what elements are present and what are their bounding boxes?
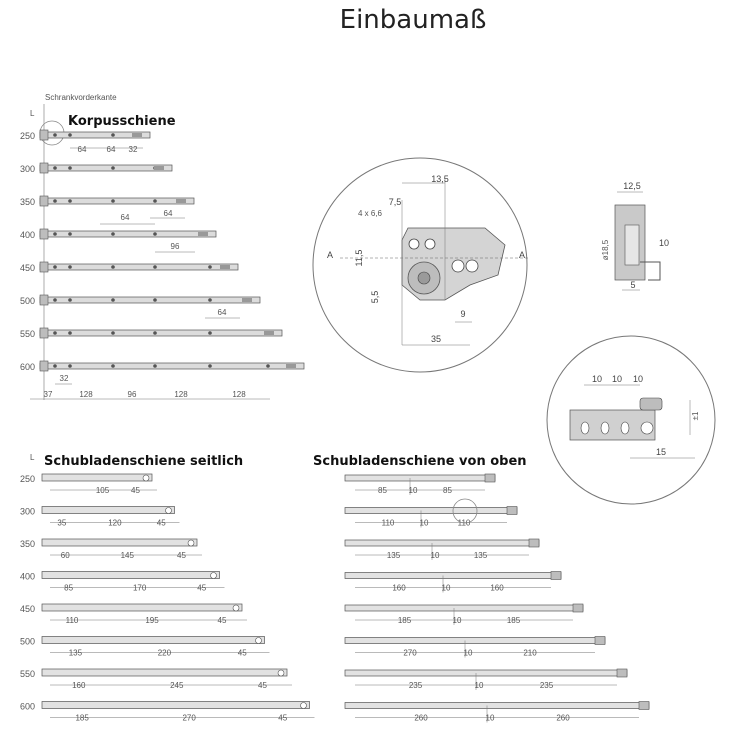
- section-mark-right: A: [518, 250, 526, 260]
- rail-hole: [153, 199, 157, 203]
- rail-end-slot: [220, 265, 230, 269]
- top-rail: [345, 703, 649, 709]
- korpus-rail: [40, 297, 260, 303]
- dim-text: 10: [632, 374, 644, 384]
- rail-end-slot: [176, 199, 186, 203]
- rail-roller: [143, 475, 149, 481]
- dim-text: 4 x 6,6: [357, 209, 383, 218]
- dim-text: 9: [460, 309, 466, 319]
- side-rail: [42, 604, 242, 611]
- dim-text: 32: [128, 145, 138, 154]
- dim-text: 85: [443, 486, 452, 495]
- rail-hole: [53, 298, 57, 302]
- oben-header: Schubladenschiene von oben: [313, 454, 527, 469]
- dim-text: 210: [523, 648, 537, 658]
- dim-text: 195: [145, 616, 159, 625]
- rail-hole: [68, 331, 72, 335]
- dim-text: 5,5: [370, 290, 380, 304]
- dim-text: 15: [655, 447, 667, 457]
- korpus-dimensions: [30, 145, 270, 399]
- rail-hole: [153, 265, 157, 269]
- dim-text: 64: [77, 145, 87, 154]
- dim-text: 135: [473, 551, 488, 560]
- dim-text: 170: [132, 583, 147, 593]
- len-symbol: L: [30, 109, 35, 118]
- rail-end-cap: [573, 604, 583, 612]
- rail-hole: [266, 364, 270, 368]
- korpus-rail: [40, 165, 172, 171]
- dim-text: 45: [258, 681, 267, 690]
- dim-text: 260: [414, 713, 428, 723]
- rail-length-label: 550: [20, 329, 36, 339]
- rail-end-cap: [639, 702, 649, 710]
- dim-text: 110: [65, 616, 79, 625]
- rail-hole: [68, 298, 72, 302]
- rail-end-cap: [617, 669, 627, 677]
- rail-front-bracket: [40, 262, 48, 272]
- rail-end-slot: [154, 166, 164, 170]
- dim-text: 12,5: [623, 181, 641, 191]
- dim-text: 45: [177, 551, 186, 560]
- dim-text: 145: [120, 551, 134, 560]
- rail-front-bracket: [40, 130, 48, 140]
- rail-hole: [111, 265, 115, 269]
- dim-text: 11,5: [354, 249, 364, 267]
- korpus-rail: [40, 363, 304, 369]
- dim-text: 85: [378, 486, 387, 495]
- rail-roller: [301, 703, 307, 709]
- rail-hole: [53, 166, 57, 170]
- dim-text: 37: [43, 390, 53, 399]
- dim-text: 270: [403, 648, 417, 658]
- rail-roller: [233, 605, 239, 611]
- rail-front-bracket: [40, 196, 48, 206]
- rail-end-cap: [507, 507, 517, 515]
- rail-end-cap: [529, 539, 539, 547]
- rail-length-label: 600: [20, 362, 36, 372]
- dim-text: 128: [232, 390, 246, 399]
- dim-text: 185: [397, 616, 412, 625]
- side-rail: [42, 702, 310, 709]
- dim-text: 45: [131, 486, 140, 495]
- dim-text: 120: [108, 518, 122, 528]
- dim-text: 64: [120, 213, 130, 222]
- rail-hole: [153, 232, 157, 236]
- len-symbol: L: [30, 453, 35, 462]
- rail-end-slot: [242, 298, 252, 302]
- korpus-rail: [40, 330, 282, 336]
- dim-text: 160: [392, 583, 406, 593]
- rail-hole: [53, 364, 57, 368]
- dim-text: 10: [430, 551, 440, 560]
- side-rail: [42, 669, 287, 676]
- dim-text: 45: [217, 616, 227, 625]
- dim-text: 10: [658, 238, 670, 248]
- dim-text: 64: [163, 209, 173, 218]
- dim-text: 128: [79, 390, 93, 399]
- dim-text: ±1: [691, 411, 700, 421]
- seitlich-section: [20, 453, 315, 723]
- dim-text: 160: [72, 681, 86, 690]
- rail-front-bracket: [40, 328, 48, 338]
- korpus-section: [20, 93, 304, 400]
- dim-text: 45: [237, 648, 247, 658]
- rail-end-slot: [132, 133, 142, 137]
- rail-end-cap: [485, 474, 495, 482]
- korpus-rail: [40, 231, 216, 237]
- side-rail: [42, 474, 152, 481]
- section-mark-left: A: [326, 250, 334, 260]
- dim-text: 10: [485, 713, 495, 723]
- rail-length-label: 350: [20, 197, 36, 207]
- seitlich-header: Schubladenschiene seitlich: [44, 454, 244, 469]
- front-edge-label: Schrankvorderkante: [45, 93, 117, 102]
- section-view: [601, 181, 669, 290]
- rail-hole: [208, 331, 212, 335]
- rail-hole: [153, 331, 157, 335]
- rail-hole: [111, 298, 115, 302]
- top-rail: [345, 540, 539, 546]
- dim-text: 185: [75, 713, 89, 723]
- rail-length-label: 300: [20, 506, 36, 517]
- top-rail: [345, 638, 605, 644]
- dim-text: 45: [197, 583, 207, 593]
- dim-text: 270: [182, 713, 196, 723]
- dim-text: 10: [408, 486, 418, 495]
- rail-hole: [111, 331, 115, 335]
- dim-text: 10: [452, 616, 462, 625]
- dim-text: 260: [556, 713, 570, 723]
- top-rail: [345, 573, 561, 579]
- rail-length-label: 250: [20, 474, 36, 484]
- dim-text: 32: [59, 374, 69, 383]
- dim-text: 135: [386, 551, 401, 560]
- rail-front-bracket: [40, 295, 48, 305]
- rail-hole: [68, 199, 72, 203]
- rail-roller: [256, 638, 262, 644]
- dim-text: 10: [463, 648, 473, 658]
- dim-text: 60: [60, 551, 70, 560]
- rail-hole: [68, 232, 72, 236]
- rail-roller: [166, 508, 172, 514]
- dim-text: 128: [174, 390, 188, 399]
- rail-hole: [208, 265, 212, 269]
- rail-end-slot: [198, 232, 208, 236]
- dim-text: 13,5: [431, 174, 449, 184]
- dim-text: 96: [127, 390, 137, 399]
- rail-hole: [53, 133, 57, 137]
- page-title: Einbaumaß: [339, 5, 487, 35]
- rail-front-bracket: [40, 229, 48, 239]
- dim-text: 10: [591, 374, 603, 384]
- dim-text: 7,5: [388, 197, 402, 207]
- rail-hole: [111, 199, 115, 203]
- top-rail: [345, 508, 517, 514]
- detail-view-main: [313, 158, 530, 372]
- side-rail: [42, 539, 197, 546]
- dim-text: 235: [539, 681, 554, 690]
- rail-length-label: 500: [20, 296, 36, 306]
- rail-front-bracket: [40, 361, 48, 371]
- rail-hole: [68, 265, 72, 269]
- rail-length-label: 450: [20, 263, 36, 273]
- detail-view-small: [547, 336, 715, 504]
- dim-text: 45: [156, 518, 166, 528]
- dim-text: 35: [430, 334, 442, 344]
- dim-text: 160: [490, 583, 504, 593]
- korpus-rails: [20, 130, 304, 372]
- rail-length-label: 400: [20, 571, 36, 582]
- dim-text: 105: [95, 486, 110, 495]
- rail-end-cap: [551, 572, 561, 580]
- rail-hole: [53, 199, 57, 203]
- rail-hole: [68, 364, 72, 368]
- dim-text: 235: [408, 681, 423, 690]
- rail-hole: [153, 298, 157, 302]
- dim-text: 96: [170, 242, 180, 251]
- dim-text: 5: [630, 280, 636, 290]
- rail-end-cap: [595, 637, 605, 645]
- rail-length-label: 550: [20, 669, 36, 679]
- side-rail: [42, 507, 175, 514]
- rail-hole: [153, 364, 157, 368]
- rail-length-label: 400: [20, 230, 36, 240]
- korpus-header: Korpusschiene: [68, 114, 176, 129]
- rail-roller: [188, 540, 194, 546]
- dim-text: ø18,5: [601, 239, 610, 261]
- rail-length-label: 250: [20, 131, 36, 141]
- rail-hole: [111, 133, 115, 137]
- side-rail: [42, 572, 220, 579]
- dim-text: 85: [64, 583, 74, 593]
- rail-hole: [208, 364, 212, 368]
- rail-hole: [68, 166, 72, 170]
- dim-text: 185: [506, 616, 521, 625]
- top-rail: [345, 475, 495, 481]
- dim-text: 245: [170, 681, 184, 690]
- dim-text: 135: [68, 648, 83, 658]
- dim-text: 10: [441, 583, 451, 593]
- rail-hole: [53, 265, 57, 269]
- rail-end-slot: [286, 364, 296, 368]
- rail-length-label: 350: [20, 539, 36, 549]
- rail-hole: [111, 232, 115, 236]
- top-rail: [345, 605, 583, 611]
- dim-text: 45: [278, 713, 288, 723]
- dim-text: 35: [57, 518, 67, 528]
- rail-length-label: 600: [20, 701, 36, 712]
- rail-length-label: 300: [20, 164, 36, 174]
- rail-hole: [53, 331, 57, 335]
- dim-text: 64: [106, 145, 116, 154]
- dim-text: 10: [611, 374, 623, 384]
- rail-hole: [111, 364, 115, 368]
- rail-length-label: 450: [20, 604, 36, 614]
- rail-length-label: 500: [20, 636, 36, 647]
- top-rail: [345, 670, 627, 676]
- rail-hole: [68, 133, 72, 137]
- rail-roller: [278, 670, 284, 676]
- rail-roller: [211, 573, 217, 579]
- rail-hole: [53, 232, 57, 236]
- rail-hole: [208, 298, 212, 302]
- dim-text: 110: [457, 518, 471, 528]
- dim-text: 64: [217, 308, 227, 317]
- korpus-rail: [40, 198, 194, 204]
- side-rail: [42, 637, 265, 644]
- dim-text: 220: [157, 648, 172, 658]
- oben-rails: [345, 474, 649, 723]
- seitlich-rails: [20, 474, 315, 723]
- dim-text: 10: [419, 518, 429, 528]
- dim-text: 10: [474, 681, 484, 690]
- rail-front-bracket: [40, 163, 48, 173]
- rail-end-slot: [264, 331, 274, 335]
- dim-text: 110: [381, 518, 395, 528]
- rail-hole: [111, 166, 115, 170]
